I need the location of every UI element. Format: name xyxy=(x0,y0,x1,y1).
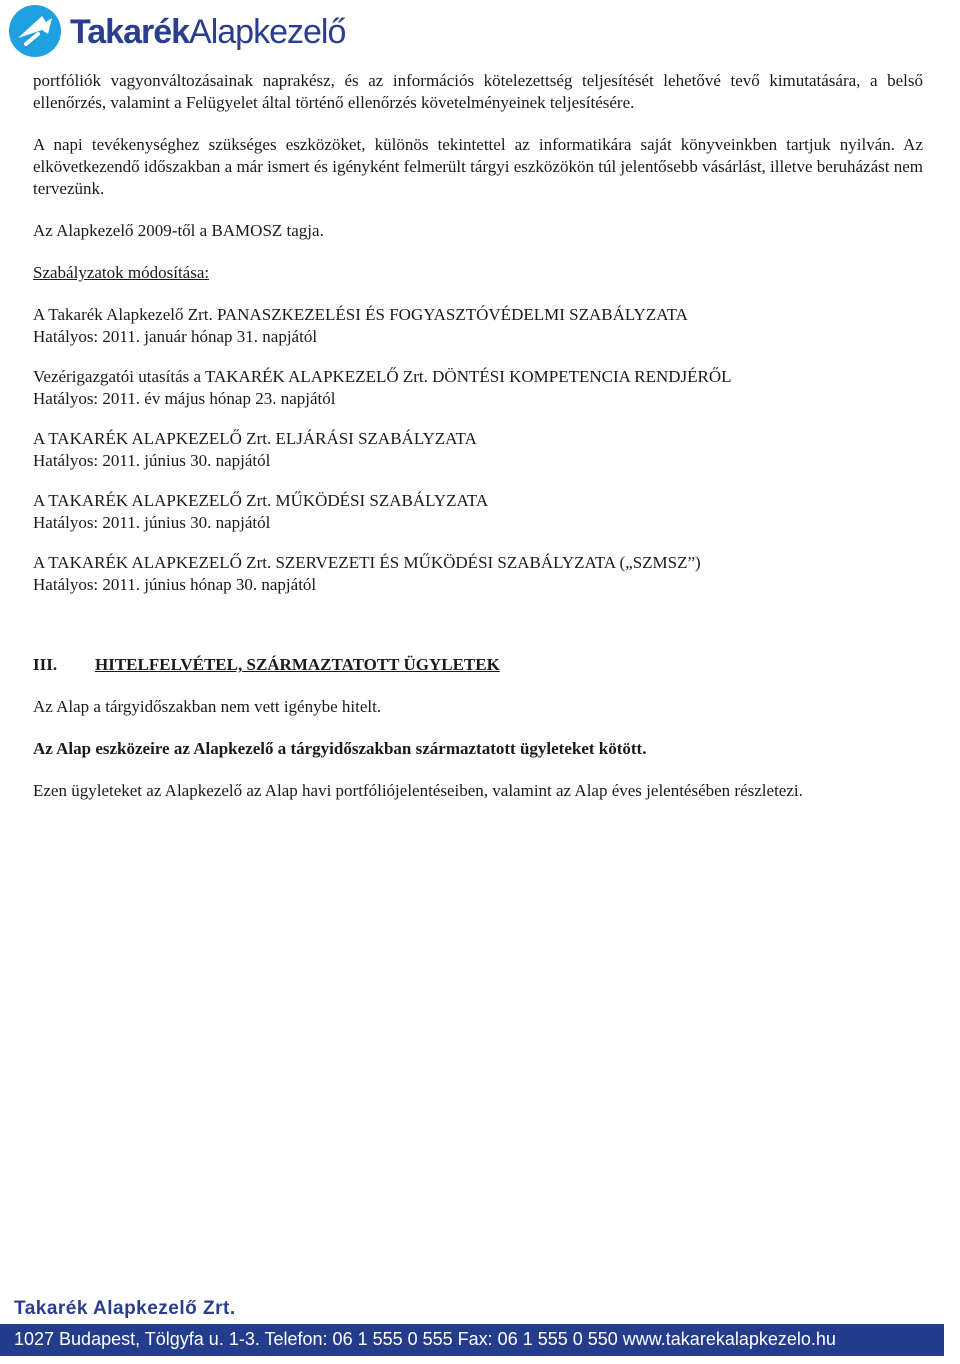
logo-wordmark xyxy=(70,12,345,52)
regulation-title: A TAKARÉK ALAPKEZELŐ Zrt. ELJÁRÁSI SZABÁLYZATA xyxy=(33,429,477,448)
footer-company-name: Takarék Alapkezelő Zrt. xyxy=(14,1298,236,1319)
regulation-date: Hatályos: 2011. január hónap 31. napjától xyxy=(33,327,318,346)
regulation-date: Hatályos: 2011. június 30. napjától xyxy=(33,513,271,532)
regulation-title: Vezérigazgatói utasítás a TAKARÉK ALAPKEZELŐ Zrt. DÖNTÉSI KOMPETENCIA RENDJÉRŐL xyxy=(33,367,732,386)
document-body xyxy=(33,70,923,802)
regulation-title: A TAKARÉK ALAPKEZELŐ Zrt. SZERVEZETI ÉS MŰKÖDÉSI SZABÁLYZATA („SZMSZ”) xyxy=(33,553,701,572)
section-heading-iii xyxy=(33,654,923,676)
regulation-date: Hatályos: 2011. év május hónap 23. napjától xyxy=(33,389,336,408)
paragraph-details: Ezen ügyleteket az Alapkezelő az Alap havi portfóliójelentéseiben, valamint az Alap éves jelentésében részletezi. xyxy=(33,781,803,800)
paragraph-derivatives: Az Alap eszközeire az Alapkezelő a tárgyidőszakban származtatott ügyleteket kötött. xyxy=(33,739,647,758)
regulations-heading: Szabályzatok módosítása: xyxy=(33,263,210,282)
regulation-title: A TAKARÉK ALAPKEZELŐ Zrt. MŰKÖDÉSI SZABÁLYZATA xyxy=(33,491,489,510)
paragraph-bamosz: Az Alapkezelő 2009-től a BAMOSZ tagja. xyxy=(33,221,324,240)
regulation-item xyxy=(33,490,923,534)
footer-address: 1027 Budapest, Tölgyfa u. 1-3. Telefon: 06 1 555 0 555 Fax: 06 1 555 0 550 www.takarekalapkezelo.hu xyxy=(14,1329,836,1349)
logo-word-takarek: Takarék xyxy=(70,13,190,51)
regulation-item xyxy=(33,428,923,472)
regulation-title: A Takarék Alapkezelő Zrt. PANASZKEZELÉSI ÉS FOGYASZTÓVÉDELMI SZABÁLYZATA xyxy=(33,305,688,324)
regulation-item xyxy=(33,304,923,348)
header-logo xyxy=(8,4,408,60)
paragraph-portfolios: portfóliók vagyonváltozásainak naprakész, és az információs kötelezettség teljesítését lehetővé tevő kimutatására, a belső ellenőrzés, valamint a Felügyelet által történő ellenőrzés követelményeinek teljesítésére. xyxy=(33,71,923,112)
paragraph-no-credit: Az Alap a tárgyidőszakban nem vett igénybe hitelt. xyxy=(33,697,382,716)
regulation-item xyxy=(33,366,923,410)
regulation-date: Hatályos: 2011. június hónap 30. napjától xyxy=(33,575,317,594)
section-title: HITELFELVÉTEL, SZÁRMAZTATOTT ÜGYLETEK xyxy=(95,655,500,674)
regulation-date: Hatályos: 2011. június 30. napjától xyxy=(33,451,271,470)
logo-word-alapkezelo: Alapkezelő xyxy=(189,13,346,51)
footer-contact-bar xyxy=(0,1324,944,1356)
paragraph-assets: A napi tevékenységhez szükséges eszközöket, különös tekintettel az informatikára saját könyveinkben tartjuk nyilván. Az elkövetkezendő időszakban a már ismert és igényként felmerült tárgyi eszközökön túl jelentősebb vásárlást, illetve beruházást nem tervezünk. xyxy=(33,135,923,198)
section-number: III. xyxy=(33,655,58,674)
regulation-item xyxy=(33,552,923,596)
takarek-logo-icon xyxy=(8,4,62,58)
